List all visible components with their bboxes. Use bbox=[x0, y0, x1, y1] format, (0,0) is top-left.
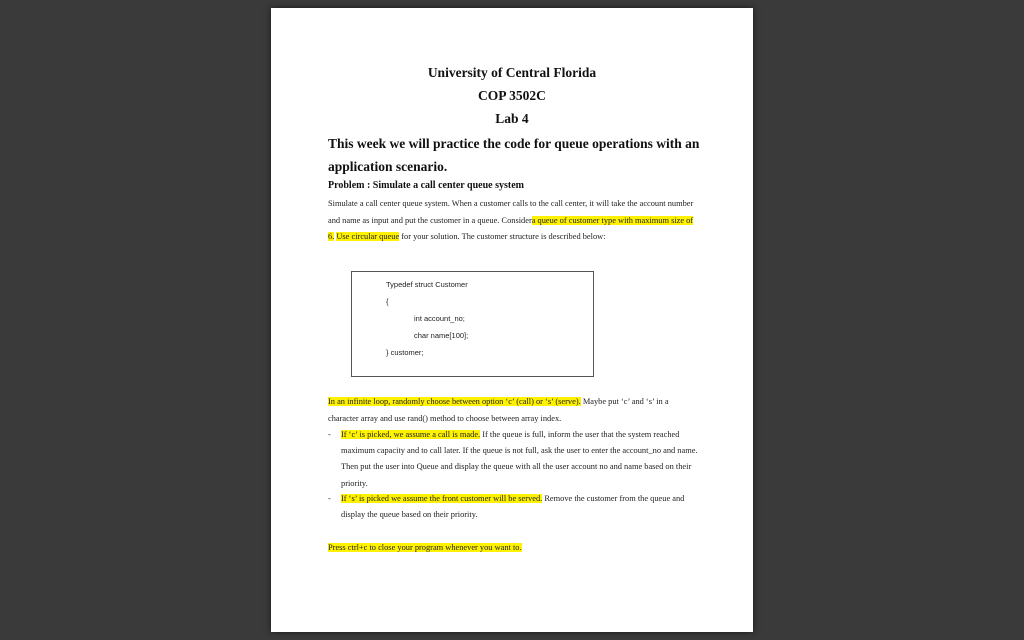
bullet-dash: - bbox=[328, 494, 331, 503]
serve-highlight: If ‘s’ is picked we assume the front customer will be served. bbox=[341, 494, 543, 503]
code-line-close: } customer; bbox=[386, 348, 424, 357]
problem-title: Problem : Simulate a call center queue system bbox=[328, 180, 524, 191]
loop-text: Maybe put ‘c’ and ‘s’ in a character array and use rand() method to choose between array index. bbox=[328, 397, 669, 423]
para1-highlight-queue-size: a queue of customer type with maximum size of 6. bbox=[328, 215, 694, 241]
intro-text: This week we will practice the code for queue operations with an application scenario. bbox=[328, 136, 700, 174]
code-line-name: char name[100]; bbox=[414, 331, 469, 340]
struct-code-box bbox=[351, 271, 594, 377]
code-line-account: int account_no; bbox=[414, 314, 465, 323]
university-heading: University of Central Florida bbox=[427, 65, 597, 80]
course-heading: COP 3502C bbox=[478, 88, 546, 103]
document-page bbox=[271, 8, 753, 632]
code-line-typedef: Typedef struct Customer bbox=[386, 280, 468, 289]
closing-instruction bbox=[328, 540, 698, 557]
problem-description bbox=[328, 196, 698, 246]
lab-heading: Lab 4 bbox=[495, 111, 529, 126]
para1-text: Simulate a call center queue system. When a customer calls to the call center, it will take the account number and name as input and put the customer in a queue. Consider bbox=[328, 199, 694, 225]
loop-instructions bbox=[328, 394, 698, 427]
serve-text: Remove the customer from the queue and display the queue based on their priority. bbox=[341, 494, 685, 520]
para1-highlight-circular: Use circular queue bbox=[336, 232, 400, 241]
call-highlight: If ‘c’ is picked, we assume a call is made. bbox=[341, 430, 481, 439]
bullet-dash: - bbox=[328, 430, 331, 439]
closing-highlight: Press ctrl+c to close your program whenever you want to. bbox=[328, 543, 522, 552]
call-text: If the queue is full, inform the user that the system reached maximum capacity and to call later. If the queue is not full, ask the user to enter the account_no and name. Then put the user into Queue and display the queue with all the user account no and name based on their priority. bbox=[341, 430, 698, 488]
para1-text-end: for your solution. The customer structure is described below: bbox=[399, 232, 606, 241]
code-line-open-brace: { bbox=[386, 297, 389, 306]
loop-highlight: In an infinite loop, randomly choose between option ‘c’ (call) or ‘s’ (serve). bbox=[328, 397, 581, 406]
